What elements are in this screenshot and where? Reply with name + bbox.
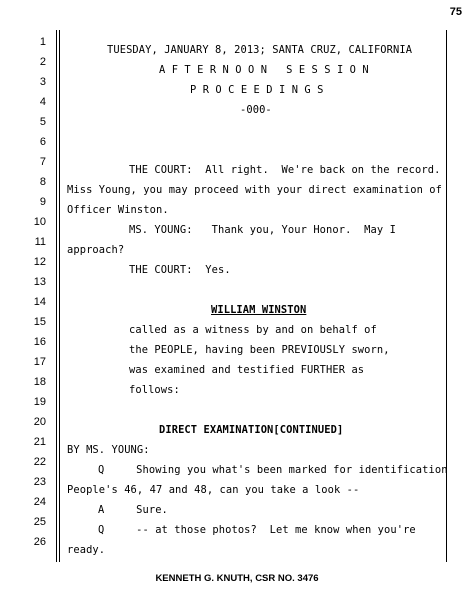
transcript-line: TUESDAY, JANUARY 8, 2013; SANTA CRUZ, CALIFORNIA <box>107 44 413 56</box>
line-number: 24 <box>33 496 46 508</box>
line-number: 19 <box>33 396 46 408</box>
right-margin-rule <box>446 30 447 562</box>
transcript-line: Officer Winston. <box>67 204 169 216</box>
transcript-line: approach? <box>67 244 125 256</box>
line-number: 9 <box>39 196 46 208</box>
line-number: 6 <box>39 136 46 148</box>
line-number: 12 <box>33 256 46 268</box>
line-number: 1 <box>39 36 46 48</box>
transcript-line: A Sure. <box>98 504 168 516</box>
transcript-line: Q -- at those photos? Let me know when you're <box>98 524 416 536</box>
transcript-line: THE COURT: Yes. <box>129 264 231 276</box>
line-number: 8 <box>39 176 46 188</box>
page-number: 75 <box>449 6 462 18</box>
reporter-footer: KENNETH G. KNUTH, CSR NO. 3476 <box>155 573 319 584</box>
line-number: 7 <box>39 156 46 168</box>
transcript-line: Miss Young, you may proceed with your direct examination of <box>67 184 442 196</box>
left-margin-rule <box>56 30 57 562</box>
line-number: 2 <box>39 56 46 68</box>
line-number: 22 <box>33 456 46 468</box>
transcript-line: THE COURT: All right. We're back on the record. <box>129 164 441 176</box>
line-number: 15 <box>33 316 46 328</box>
transcript-line: BY MS. YOUNG: <box>67 444 150 456</box>
transcript-line: was examined and testified FURTHER as <box>129 364 365 376</box>
transcript-line: A F T E R N O O N S E S S I O N <box>159 64 369 76</box>
line-number: 3 <box>39 76 46 88</box>
line-number: 17 <box>33 356 46 368</box>
witness-name-heading: WILLIAM WINSTON <box>211 304 307 316</box>
line-number: 16 <box>33 336 46 348</box>
line-number: 26 <box>33 536 46 548</box>
transcript-line: -000- <box>240 104 272 116</box>
transcript-line: People's 46, 47 and 48, can you take a look -- <box>67 484 360 496</box>
transcript-line: MS. YOUNG: Thank you, Your Honor. May I <box>129 224 396 236</box>
transcript-line: called as a witness by and on behalf of <box>129 324 377 336</box>
line-number: 5 <box>39 116 46 128</box>
line-number: 4 <box>39 96 46 108</box>
line-number: 21 <box>33 436 46 448</box>
line-number: 20 <box>33 416 46 428</box>
line-number: 11 <box>34 236 46 248</box>
line-number: 10 <box>33 216 46 228</box>
line-number: 13 <box>33 276 46 288</box>
section-heading: DIRECT EXAMINATION[CONTINUED] <box>159 424 344 436</box>
line-number: 23 <box>33 476 46 488</box>
transcript-line: Q Showing you what's been marked for identification <box>98 464 448 476</box>
line-number: 14 <box>33 296 46 308</box>
line-number: 18 <box>33 376 46 388</box>
transcript-line: ready. <box>67 544 106 556</box>
line-number: 25 <box>33 516 46 528</box>
transcript-line: follows: <box>129 384 180 396</box>
transcript-line: the PEOPLE, having been PREVIOUSLY sworn, <box>129 344 390 356</box>
left-margin-rule-inner <box>59 30 60 562</box>
transcript-line: P R O C E E D I N G S <box>190 84 324 96</box>
